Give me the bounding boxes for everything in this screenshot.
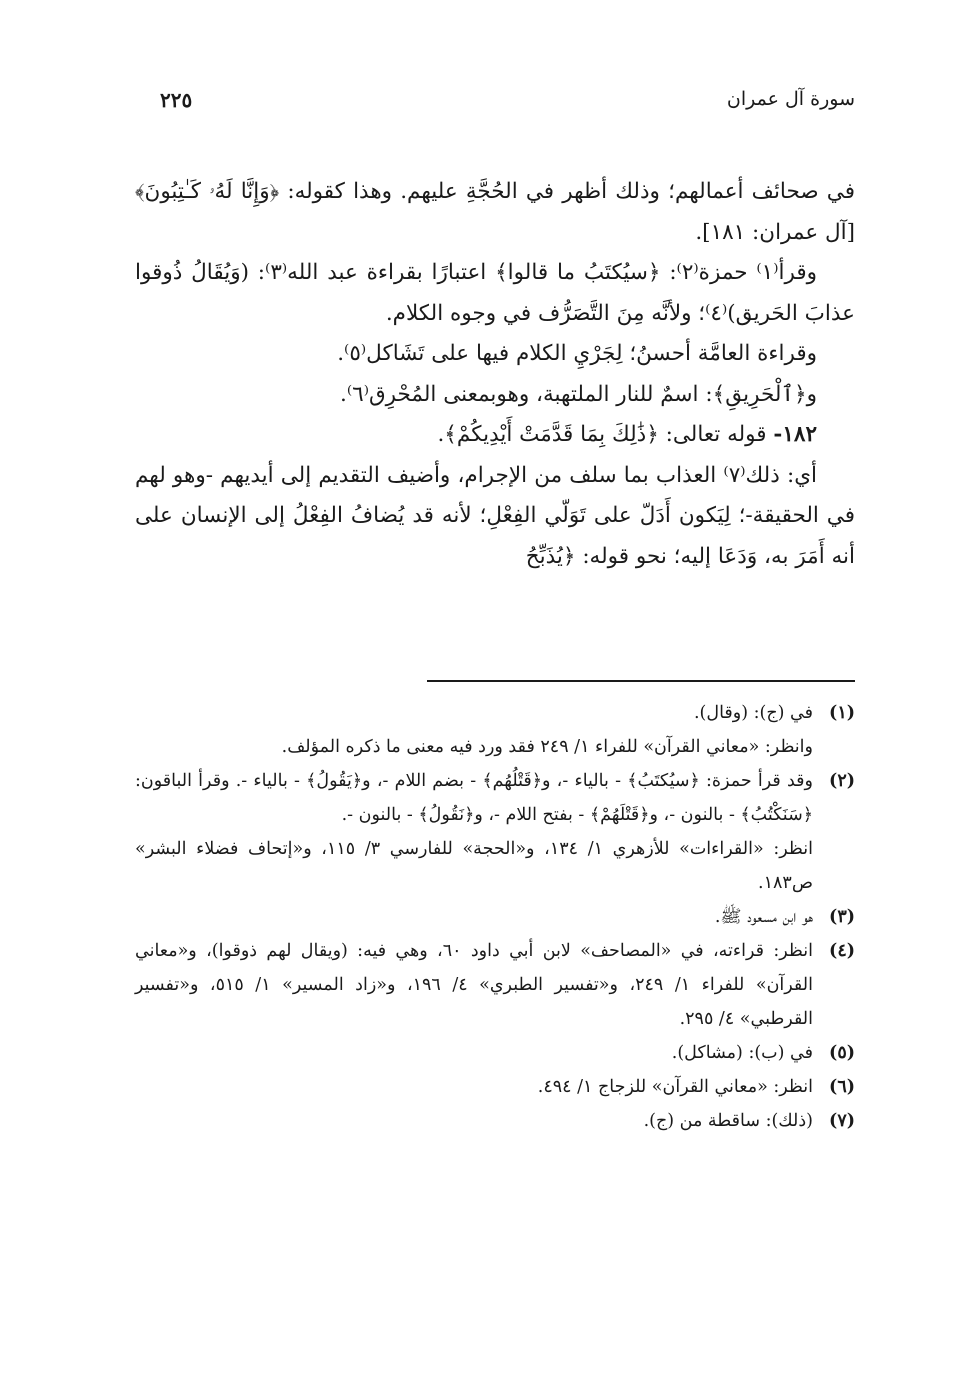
paragraph-5: أي: ذلك⁽٧⁾ العذاب بما سلف من الإجرام، وأضيف التقديم إلى أيديهم -وهو لهم في الحقيقة-؛ لِيَكون أَدَلّ على تَوَلّي الفِعْلِ؛ لأنه قد يُضافُ الفِعْلُ إلى الإنسان على أنه أَمَرَ به، وَدَعَا إليه؛ نحو قوله: ﴿يُذَبِّحُ: [135, 462, 855, 569]
paragraph-4: و﴿ٱلْحَرِيقِ﴾: اسمٌ للنار الملتهبة، وهوبمعنى المُحْرِق⁽٦⁾.: [340, 381, 817, 407]
footnote-number: (٦): [829, 1077, 855, 1097]
footnote: [135, 900, 855, 934]
running-header: [160, 88, 855, 128]
footnote: [135, 1070, 855, 1104]
footnote-line: هو ابن مسعود ﷺ.: [714, 907, 813, 927]
footnote-number: (٧): [829, 1111, 855, 1131]
paragraph-1: في صحائف أعمالهم؛ وذلك أظهر في الحُجَّةِ عليهم. وهذا كقوله: ﴿وَإِنَّا لَهُۥ كَـٰتِبُونَ﴾ [آل عمران: ١٨١].: [135, 179, 855, 245]
footnote: [135, 1036, 855, 1070]
verse-number: ١٨٢-: [773, 422, 817, 447]
paragraph-3: وقراءة العامَّة أحسنُ؛ لِجَرْيِ الكلام فيها على تَشَاكل⁽٥⁾.: [337, 341, 817, 366]
footnote-line: انظر: «القراءات» للأزهري ١/ ١٣٤، و«الحجة» للفارسي ٣/ ١١٥، و«إتحاف فضلاء البشر» ص١٨٣.: [135, 839, 813, 893]
page-number: ٢٢٥: [160, 88, 193, 112]
footnote-number: (٥): [829, 1043, 855, 1063]
footnote: [135, 1104, 855, 1138]
footnote-number: (٢): [829, 771, 855, 791]
footnote-line: انظر: «معاني القرآن» للزجاج ١/ ٤٩٤.: [537, 1077, 813, 1097]
footnote: [135, 696, 855, 764]
footnotes: [135, 696, 855, 1138]
footnote: [135, 764, 855, 900]
verse-heading: قوله تعالى: ﴿ذَٰلِكَ بِمَا قَدَّمَتْ أَيْدِيكُمْ﴾.: [437, 422, 767, 447]
footnote-line: وقد قرأ حمزة: ﴿سيُكتَبُ﴾ - بالياء -، و﴿قَتْلُهُم﴾ - بضم اللام -، و﴿يَقُولُ﴾ - بالياء -. وقرأ الباقون: ﴿سَنَكْتُبُ﴾ - بالنون -، و﴿قَتْلَهُمْ﴾ - بفتح اللام -، و﴿نَقُولُ﴾ - بالنون -.: [135, 771, 813, 825]
footnote-line: في (ج): (وقال).: [693, 703, 813, 723]
footnote-line: وانظر: «معاني القرآن» للفراء ١/ ٢٤٩ فقد ورد فيه معنى ما ذكره المؤلف.: [281, 737, 813, 757]
footnote-line: انظر: قراءته، في «المصاحف» لابن أبي داود ٦٠، وهي فيه: (ويقال لهم ذوقوا)، و«معاني القرآن» للفراء ١/ ٢٤٩، و«تفسير الطبري» ٤/ ١٩٦، و«زاد المسير» ١/ ٥١٥، و«تفسير القرطبي» ٤/ ٢٩٥.: [135, 941, 813, 1029]
footnote-line: في (ب): (مشاكل).: [671, 1043, 813, 1063]
surah-title: سورة آل عمران: [726, 88, 855, 110]
footnote-number: (١): [829, 703, 855, 723]
footnote-line: (ذلك): ساقطة من (ج).: [643, 1111, 813, 1131]
footnote-separator: [427, 680, 855, 682]
verse-heading-line: [135, 415, 855, 456]
main-text: [135, 172, 855, 577]
footnote: [135, 934, 855, 1036]
paragraph-2: وقرأ⁽١⁾ حمزة⁽٢⁾: ﴿سيُكتَبُ ما قالوا﴾ اعتبارًا بقراءة عبد الله⁽٣⁾: (وَيُقَالُ ذُوقوا عذابَ الحَريق)⁽٤⁾؛ ولأنَّه مِنَ التَّصَرُّف في وجوه الكلام.: [135, 260, 855, 326]
footnote-number: (٤): [829, 941, 855, 961]
footnote-number: (٣): [829, 907, 855, 927]
